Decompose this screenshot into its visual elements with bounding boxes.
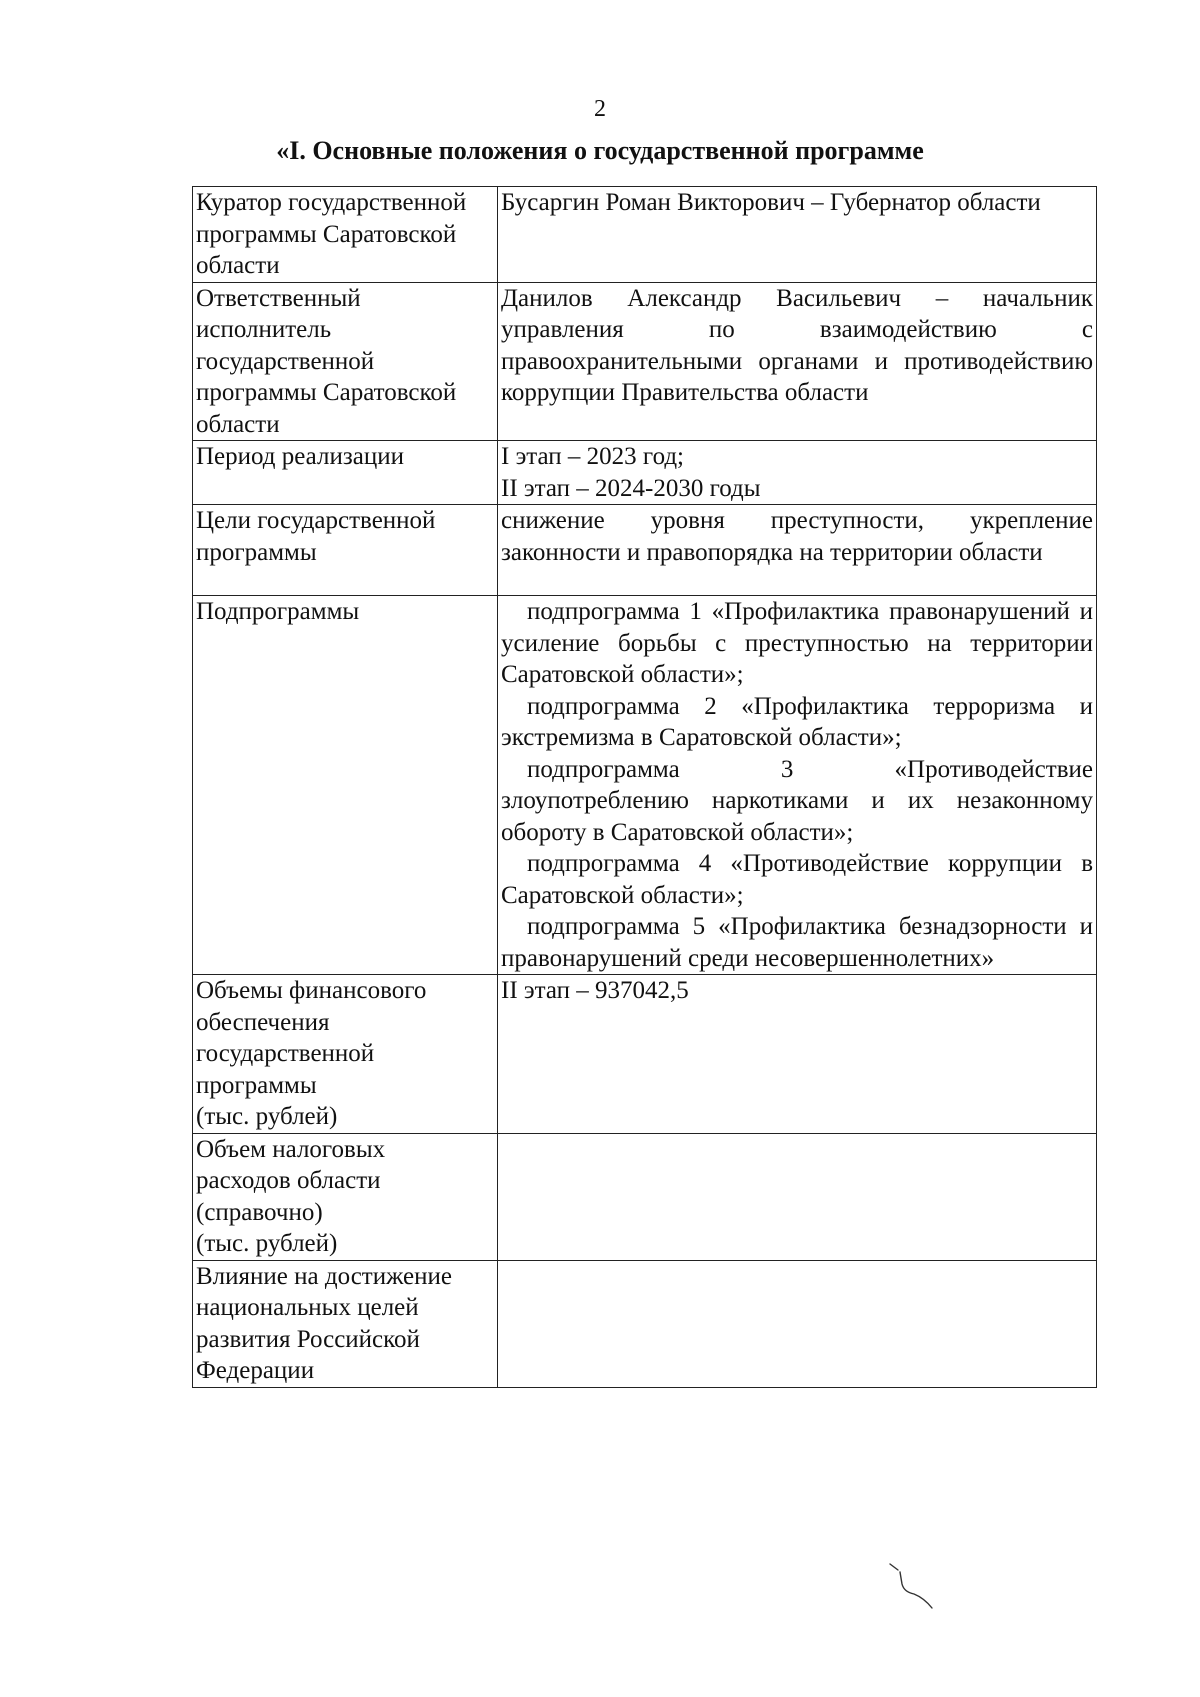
stage-1-line: I этап – 2023 год; bbox=[501, 443, 685, 470]
row-value bbox=[498, 596, 1097, 975]
table-row bbox=[193, 505, 1097, 596]
row-label: Ответственный исполнитель государственной программы Саратовской области bbox=[193, 282, 498, 441]
label-line: (тыс. рублей) bbox=[196, 1103, 338, 1130]
row-value: II этап – 937042,5 bbox=[498, 975, 1097, 1134]
subprogram-item: подпрограмма 2 «Профилактика терроризма и экстремизма в Саратовской области»; bbox=[501, 692, 1093, 751]
row-label bbox=[193, 975, 498, 1134]
table-row bbox=[193, 596, 1097, 975]
label-line: расходов области bbox=[196, 1167, 381, 1194]
row-label: Подпрограммы bbox=[193, 596, 498, 975]
label-line: Федерации bbox=[196, 1357, 315, 1384]
row-label: Цели государственной программы bbox=[193, 505, 498, 596]
subprogram-item: подпрограмма 5 «Профилактика безнадзорности и правонарушений среди несовершеннолетних» bbox=[501, 913, 1093, 972]
label-line: (тыс. рублей) bbox=[196, 1230, 338, 1257]
table-row bbox=[193, 1260, 1097, 1387]
table-row bbox=[193, 187, 1097, 283]
table-row bbox=[193, 975, 1097, 1134]
table-row bbox=[193, 282, 1097, 441]
row-value bbox=[498, 441, 1097, 505]
row-label: Куратор государственной программы Саратовской области bbox=[193, 187, 498, 283]
row-value bbox=[498, 1260, 1097, 1387]
subprogram-item: подпрограмма 3 «Противодействие злоупотреблению наркотиками и их незаконному обороту в Саратовской области»; bbox=[501, 755, 1093, 846]
label-line: обеспечения bbox=[196, 1008, 330, 1036]
row-value: снижение уровня преступности, укрепление законности и правопорядка на территории области bbox=[498, 505, 1097, 596]
subprogram-item: подпрограмма 4 «Противодействие коррупции в Саратовской области»; bbox=[501, 850, 1093, 909]
table-row bbox=[193, 441, 1097, 505]
pen-stroke-mark bbox=[880, 1560, 940, 1620]
label-line: Объем налоговых bbox=[196, 1135, 386, 1163]
row-value bbox=[498, 1133, 1097, 1260]
stage-2-line: II этап – 2024-2030 годы bbox=[501, 474, 761, 502]
row-label bbox=[193, 1133, 498, 1260]
row-value: Данилов Александр Васильевич – начальник управления по взаимодействию с правоохранительными органами и противодействию коррупции Правительства области bbox=[498, 282, 1097, 441]
label-line: программы bbox=[196, 1071, 317, 1099]
label-line: Объемы финансового bbox=[196, 977, 427, 1004]
row-label bbox=[193, 1260, 498, 1387]
label-line: национальных целей bbox=[196, 1294, 419, 1321]
section-heading: «I. Основные положения о государственной программе bbox=[276, 136, 924, 165]
row-value: Бусаргин Роман Викторович – Губернатор области bbox=[498, 187, 1097, 283]
row-label: Период реализации bbox=[193, 441, 498, 505]
label-line: Влияние на достижение bbox=[196, 1262, 452, 1290]
label-line: развития Российской bbox=[196, 1325, 420, 1353]
table-row bbox=[193, 1133, 1097, 1260]
program-passport-table bbox=[192, 186, 1097, 1388]
page-number: 2 bbox=[594, 96, 606, 122]
label-line: (справочно) bbox=[196, 1198, 323, 1226]
subprogram-item: подпрограмма 1 «Профилактика правонарушений и усиление борьбы с преступностью на территории Саратовской области»; bbox=[501, 598, 1093, 688]
label-line: государственной bbox=[196, 1040, 375, 1067]
